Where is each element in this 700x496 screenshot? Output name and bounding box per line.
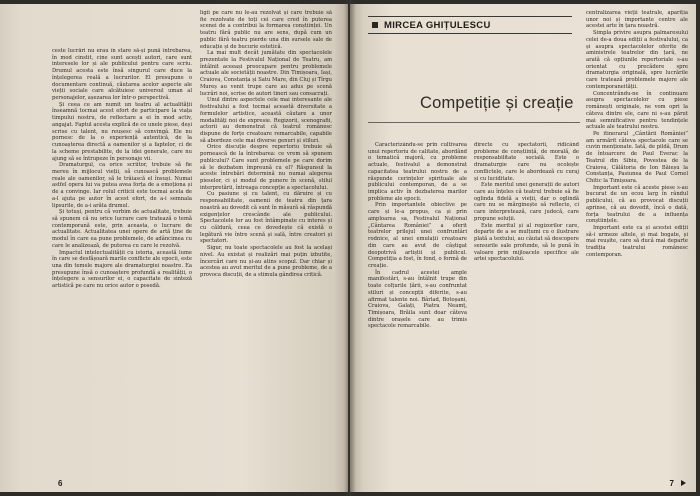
paragraph: Important este ca și acestei ediții să-i urmeze altele, și mai bogate, și mai reușite, care să ducă mai departe tradiția teatrului românesc contemporan. bbox=[586, 225, 688, 258]
left-column-1 bbox=[52, 48, 192, 478]
paragraph: Și totuși, pentru că vorbim de actualitate, trebuie să spunem că nu orice lucrare care tratează o temă contemporană este, prin aceasta, o lucrare de actualitate. Actualitatea unei opere de artă ține de modul în care ea pune problemele, de adâncimea cu care le analizează, de puterea cu care le rezolvă. bbox=[52, 209, 192, 249]
right-column-1 bbox=[368, 142, 467, 486]
paragraph: Pe itinerarul „Cântării României” am urmărit câteva spectacole care se cuvin menționate. Iată, de pildă, Drum de întoarcere de Paul Everac la Teatrul din Sibiu, Povestea de la Craiova, Călătoria de Ion Băieșu la Constanța, Pasiunea de Paul Cornel Chitic la Timișoara. bbox=[586, 130, 688, 184]
page-number-left: 6 bbox=[58, 479, 63, 488]
paragraph: Prin importantele obiective pe care și le-a propus, ca și prin amploarea sa, Festivalul Național „Cântarea României” a oferit teatrelor prilejul unei confruntări rodnice, al unei emulații creatoare din care au avut de câștigat deopotrivă artiștii și publicul. Competiția a fost, în fond, o formă de creație. bbox=[368, 202, 467, 269]
paragraph: Unul dintre aspectele cele mai interesante ale festivalului a fost tocmai această diversitate a formulelor artistice, această căutare a unor modalități noi de expresie. Regizorii, scenografii, actorii au demonstrat că teatrul românesc dispune de forțe creatoare remarcabile, capabile să abordeze cele mai diverse genuri și stiluri. bbox=[200, 97, 332, 144]
bullet-square-icon bbox=[372, 22, 378, 28]
paragraph: Este meritul și al regizorilor care, departe de a se mulțumi cu o ilustrare plată a textului, au căutat să descopere sensurile sale profunde, să le pună în valoare prin mijloacele specifice ale artei spectacolului. bbox=[474, 222, 579, 263]
paragraph: În cadrul acestei ample manifestări, s-au întâlnit trupe din toate colțurile țării, s-au confruntat stiluri și concepții diferite, s-au afirmat talente noi. Bârlad, Botoșani, Craiova, Galați, Piatra Neamț, Timișoara, Brăila sunt doar câteva dintre orașele care au trimis spectacole remarcabile. bbox=[368, 269, 467, 330]
paragraph: Orice discuție despre repertoriu trebuie să pornească de la întrebarea: ce vrem să spunem publicului? Care sunt problemele pe care dorim să le dezbatem împreună cu el? Răspunsul la aceste întrebări determină nu numai alegerea pieselor, ci și modul de punere în scenă, stilul interpretării, întreaga concepție a spectacolului. bbox=[200, 144, 332, 191]
page-number-right: 7 bbox=[669, 479, 674, 488]
left-page bbox=[0, 4, 348, 492]
paragraph: Sigur, nu toate spectacolele au fost la același nivel. Au existat și realizări mai puțin izbutite, încercări care nu și-au atins scopul. Dar chiar și acestea au avut meritul de a pune probleme, de a provoca discuții, de a stimula gândirea critică. bbox=[200, 245, 332, 279]
right-page bbox=[350, 4, 696, 492]
paragraph: Concentrându-ne în continuare asupra spectacolelor cu piese românești originale, ne vom opri la câteva dintre ele, care ni s-au părut mai semnificative pentru tendințele actuale ale teatrului nostru. bbox=[586, 90, 688, 131]
title-divider bbox=[368, 122, 580, 123]
paragraph: Important este că aceste piese s-au bucurat de un ecou larg în rândul publicului, că au provocat discuții aprinse, că au dovedit, încă o dată, forța teatrului de a influența conștiințele. bbox=[586, 184, 688, 225]
article-title: Competiție și creație bbox=[420, 94, 574, 112]
paragraph: ligii pe care nu le-au rezolvat și care trebuie să fie rezolvate de toți cei care cred în puterea scenei de a contribui la formarea conștiinței. Un teatru fără public nu are sens, după cum un public fără teatru pierde una din sursele sale de educație și de bucurie estetică. bbox=[200, 10, 332, 50]
paragraph: Simpla privire asupra palmaresului celei de-a doua ediții a festivalului, ca și asupra spectacolelor oferite de aministrele teatrelor din țară, ne arată că opțiunile repertoriale s-au orientat cu precădere spre dramaturgia originală, spre lucrările care tratează problemele majore ale contemporaneității. bbox=[586, 30, 688, 90]
author-header bbox=[368, 16, 572, 34]
next-arrow-icon bbox=[681, 480, 686, 486]
paragraph: Cu pasiune și cu talent, cu dăruire și cu responsabilitate, oamenii de teatru din țara noastră au dovedit că sunt în măsură să răspundă exigențelor crescânde ale publicului. Spectacolele lor au fost întâmpinate cu interes și cu căldură, ceea ce dovedește că există o legătură vie între scenă și sală, între creatori și spectatori. bbox=[200, 191, 332, 245]
left-column-2 bbox=[200, 10, 332, 478]
right-column-3 bbox=[586, 10, 688, 486]
binding-gutter bbox=[344, 0, 356, 496]
author-name: MIRCEA GHIȚULESCU bbox=[384, 19, 491, 31]
paragraph: Impactul intelectualității cu istoria, această lume în care se desfășoară marile conflicte ale epocii, este una din temele majore ale dramaturgiei noastre. Ea presupune însă o cunoaștere profundă a realității, o înțelegere a sensurilor ei, o capacitate de sinteză artistică pe care nu orice autor o posedă. bbox=[52, 249, 192, 290]
paragraph: directe cu spectatorii, ridicând probleme de conștiință, de morală, de responsabilitate socială. Este o dramaturgie care nu ocolește conflictele, care le abordează cu curaj și cu luciditate. bbox=[474, 142, 579, 182]
right-column-2 bbox=[474, 142, 579, 486]
paragraph: Și ceea ce am numit un teatru al actualității înseamnă tocmai acest efort de participare la viața timpului nostru, de reflectare a ei în mod activ, angajat. Faptul acesta explică de ce unele piese, deși scrise cu talent, nu reușesc să convingă. Ele nu pornesc de la o experiență autentică, de la cunoașterea directă a oamenilor și a faptelor, ci de la scheme prestabilite, de la idei generale, care nu ajung să se întrupeze în personaje vii. bbox=[52, 101, 192, 162]
paragraph: ceste lucrări nu erau în stare să-și pună întrebarea, în mod cinstit, cine sunt acești autori, care sunt interesele lor și ale publicului pentru care scriu. Drumul acesta este însă singurul care duce la înțelegerea reală a lucrurilor. El presupune o documentare continuă, căutarea acelor aspecte ale vieții sociale care alcătuiesc universul uman al personajelor, așezarea lor într-o perspectivă. bbox=[52, 48, 192, 102]
paragraph: La mai mult decât jumătate din spectacolele prezentate la Festivalul Național de Teatru, am întâlnit aceeași preocupare pentru problemele actuale ale societății noastre. Din Timișoara, Iași, Craiova, Constanța și Satu Mare, din Cluj și Tîrgu Mureș au venit trupe care au adus pe scenă lucrări noi, scrise de autori tineri sau consacrați. bbox=[200, 50, 332, 97]
paragraph: centralizarea vieții teatrale, apariția unor noi și importante centre ale acestei arte în țara noastră. bbox=[586, 10, 688, 30]
paragraph: Este meritul unei generații de autori care au înțeles că teatrul trebuie să fie oglinda fidelă a vieții, dar o oglindă care nu se mărginește să reflecte, ci care interpretează, care judecă, care propune soluții. bbox=[474, 182, 579, 222]
paragraph: Dramaturgul, ca orice scriitor, trebuie să fie mereu în mijlocul vieții, să cunoască problemele reale ale oamenilor, să le trăiască el însuși. Numai astfel opera lui va putea avea forța de a emoționa și de a convinge. Iar rolul criticii este tocmai acela de a-l ajuta pe autor în acest efort, de a-i semnala lipsurile, de a-i arăta drumul. bbox=[52, 162, 192, 209]
paragraph: Caracterizându-se prin cultivarea unui repertoriu de calitate, abordând o tematică majoră, cu probleme actuale, festivalul a demonstrat capacitatea teatrului nostru de a răspunde cerințelor spirituale ale publicului contemporan, de a se implica activ în dezbaterea marilor probleme ale epocii. bbox=[368, 142, 467, 202]
